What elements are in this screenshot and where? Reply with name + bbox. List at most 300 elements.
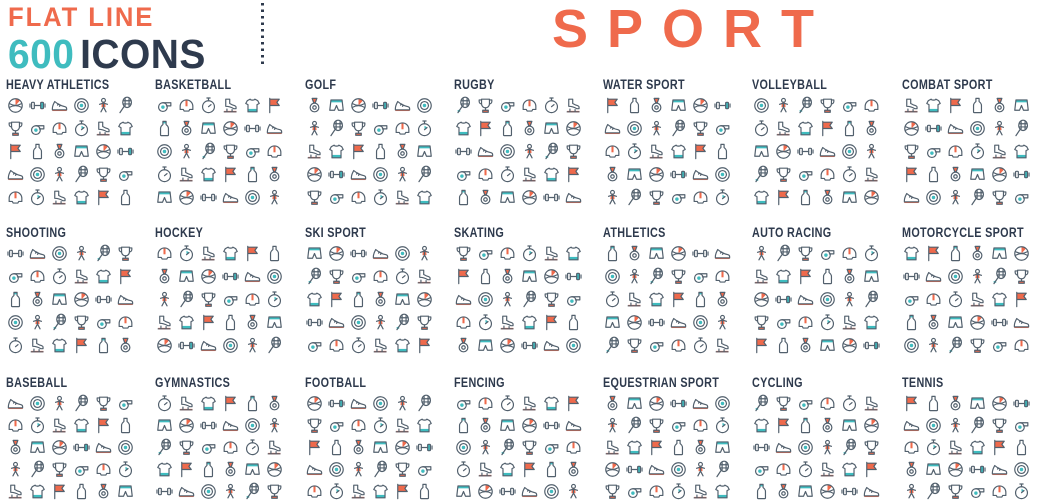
helmet-icon (50, 119, 69, 138)
racket-icon (155, 438, 174, 457)
category-label (305, 376, 454, 389)
dumbbell-icon (542, 416, 561, 435)
skate-icon (305, 142, 324, 161)
icon-grid (6, 96, 136, 207)
trophy-icon (990, 416, 1009, 435)
bottle-icon (221, 313, 240, 332)
shoe-icon (476, 142, 495, 161)
shoe-icon (713, 244, 732, 263)
stopwatch-icon (349, 336, 368, 355)
whistle-icon (327, 416, 346, 435)
shoe-icon (177, 482, 196, 501)
jersey-icon (28, 482, 47, 501)
category-label-text: EQUESTRIAN SPORT (603, 375, 720, 390)
whistle-icon (28, 119, 47, 138)
shoe-icon (542, 336, 561, 355)
category-label-text: HOCKEY (155, 225, 204, 240)
icon-grid (6, 244, 136, 355)
category-label-text: ATHLETICS (603, 225, 666, 240)
stopwatch-icon (946, 290, 965, 309)
ball-icon (862, 416, 881, 435)
jersey-icon (625, 438, 644, 457)
skate-icon (774, 119, 793, 138)
skate-icon (862, 394, 881, 413)
category-label (305, 226, 454, 239)
category-label (6, 226, 155, 239)
athlete-icon (752, 244, 771, 263)
helmet-icon (603, 142, 622, 161)
whistle-icon (327, 188, 346, 207)
shorts-icon (415, 142, 434, 161)
trophy-icon (542, 290, 561, 309)
bottle-icon (243, 394, 262, 413)
skate-icon (28, 336, 47, 355)
stopwatch-icon (498, 394, 517, 413)
racket-icon (774, 244, 793, 263)
target-icon (243, 188, 262, 207)
racket-icon (625, 188, 644, 207)
trophy-icon (774, 165, 793, 184)
ball-icon (840, 336, 859, 355)
helmet-icon (1012, 336, 1031, 355)
athlete-icon (946, 188, 965, 207)
icon-grid (603, 244, 733, 355)
category-block (454, 226, 603, 376)
medal-icon (796, 336, 815, 355)
athlete-icon (72, 244, 91, 263)
trophy-icon (752, 313, 771, 332)
bottle-icon (774, 336, 793, 355)
ball-icon (72, 290, 91, 309)
whistle-icon (669, 416, 688, 435)
helmet-icon (840, 244, 859, 263)
jersey-icon (498, 460, 517, 479)
racket-icon (924, 482, 943, 501)
icon-grid (305, 244, 435, 355)
flag-icon (796, 267, 815, 286)
racket-icon (72, 394, 91, 413)
stopwatch-icon (177, 244, 196, 263)
category-label-text: BASEBALL (6, 375, 68, 390)
icon-grid (752, 96, 882, 207)
whistle-icon (1012, 416, 1031, 435)
medal-icon (647, 96, 666, 115)
medal-icon (155, 267, 174, 286)
ball-icon (415, 290, 434, 309)
target-icon (625, 119, 644, 138)
icon-grid (752, 244, 882, 355)
bottle-icon (265, 244, 284, 263)
dumbbell-icon (116, 142, 135, 161)
dumbbell-icon (243, 119, 262, 138)
target-icon (72, 96, 91, 115)
dumbbell-icon (177, 336, 196, 355)
bottle-icon (713, 142, 732, 161)
jersey-icon (94, 267, 113, 286)
skate-icon (50, 188, 69, 207)
skate-icon (603, 438, 622, 457)
stopwatch-icon (498, 165, 517, 184)
stopwatch-icon (28, 416, 47, 435)
athlete-icon (415, 244, 434, 263)
flag-icon (603, 96, 622, 115)
helmet-icon (155, 244, 174, 263)
ball-icon (221, 119, 240, 138)
shoe-icon (349, 394, 368, 413)
athlete-icon (177, 142, 196, 161)
bottle-icon (116, 416, 135, 435)
medal-icon (990, 96, 1009, 115)
jersey-icon (72, 188, 91, 207)
shorts-icon (713, 438, 732, 457)
dumbbell-icon (752, 438, 771, 457)
bottle-icon (669, 438, 688, 457)
whistle-icon (564, 290, 583, 309)
helmet-icon (818, 165, 837, 184)
category-label-text: COMBAT SPORT (901, 77, 993, 92)
whistle-icon (305, 336, 324, 355)
helmet-icon (796, 313, 815, 332)
jersey-icon (752, 188, 771, 207)
skate-icon (542, 244, 561, 263)
stopwatch-icon (520, 244, 539, 263)
stopwatch-icon (713, 188, 732, 207)
dumbbell-icon (349, 244, 368, 263)
ball-icon (669, 244, 688, 263)
target-icon (542, 482, 561, 501)
target-icon (199, 482, 218, 501)
jersey-icon (796, 119, 815, 138)
shoe-icon (1012, 313, 1031, 332)
medal-icon (476, 416, 495, 435)
jersey-icon (393, 336, 412, 355)
skate-icon (862, 165, 881, 184)
shoe-icon (603, 119, 622, 138)
whistle-icon (6, 267, 25, 286)
target-icon (818, 290, 837, 309)
target-icon (796, 438, 815, 457)
shorts-icon (1012, 96, 1031, 115)
shorts-icon (840, 416, 859, 435)
jersey-icon (116, 119, 135, 138)
shorts-icon (669, 96, 688, 115)
target-icon (946, 267, 965, 286)
medal-icon (454, 336, 473, 355)
whistle-icon (818, 244, 837, 263)
ball-icon (691, 96, 710, 115)
target-icon (6, 313, 25, 332)
athlete-icon (221, 482, 240, 501)
jersey-icon (542, 394, 561, 413)
jersey-icon (564, 244, 583, 263)
category-label (752, 226, 901, 239)
flag-icon (752, 336, 771, 355)
athlete-icon (155, 290, 174, 309)
category-label (454, 376, 603, 389)
dumbbell-icon (6, 244, 25, 263)
helmet-icon (305, 482, 324, 501)
athlete-icon (924, 336, 943, 355)
skate-icon (393, 188, 412, 207)
bottle-icon (796, 416, 815, 435)
athlete-icon (946, 416, 965, 435)
icon-grid (752, 394, 882, 501)
skate-icon (752, 267, 771, 286)
category-block (305, 376, 454, 501)
jersey-icon (669, 142, 688, 161)
shoe-icon (243, 267, 262, 286)
medal-icon (476, 188, 495, 207)
athlete-icon (862, 142, 881, 161)
bottle-icon (796, 188, 815, 207)
athlete-icon (625, 267, 644, 286)
whistle-icon (415, 460, 434, 479)
whistle-icon (796, 165, 815, 184)
ball-icon (6, 96, 25, 115)
stopwatch-icon (625, 142, 644, 161)
jersey-icon (647, 290, 666, 309)
athlete-icon (393, 394, 412, 413)
whistle-icon (94, 313, 113, 332)
flag-icon (6, 142, 25, 161)
helmet-icon (393, 119, 412, 138)
bottle-icon (415, 482, 434, 501)
page-title: SPORT (552, 0, 834, 59)
flag-icon (221, 165, 240, 184)
racket-icon (393, 313, 412, 332)
trophy-icon (946, 482, 965, 501)
medal-icon (902, 460, 921, 479)
ball-icon (476, 482, 495, 501)
category-block (603, 376, 752, 501)
shoe-icon (902, 188, 921, 207)
trophy-icon (796, 244, 815, 263)
dumbbell-icon (520, 336, 539, 355)
trophy-icon (603, 482, 622, 501)
jersey-icon (840, 460, 859, 479)
ball-icon (520, 416, 539, 435)
bottle-icon (1012, 438, 1031, 457)
category-label (603, 376, 752, 389)
flag-icon (902, 394, 921, 413)
bottle-icon (327, 438, 346, 457)
athlete-icon (603, 188, 622, 207)
racket-icon (752, 165, 771, 184)
racket-icon (371, 460, 390, 479)
shoe-icon (924, 267, 943, 286)
jersey-icon (713, 482, 732, 501)
shorts-icon (924, 460, 943, 479)
category-label (752, 78, 901, 91)
helmet-icon (818, 394, 837, 413)
jersey-icon (752, 416, 771, 435)
trophy-icon (393, 460, 412, 479)
dumbbell-icon (924, 119, 943, 138)
target-icon (327, 460, 346, 479)
stopwatch-icon (713, 416, 732, 435)
skate-icon (393, 416, 412, 435)
bottle-icon (968, 96, 987, 115)
skate-icon (177, 165, 196, 184)
shoe-icon (454, 290, 473, 309)
category-label (454, 226, 603, 239)
flag-icon (393, 482, 412, 501)
helmet-icon (454, 313, 473, 332)
target-icon (243, 416, 262, 435)
target-icon (393, 244, 412, 263)
racket-icon (990, 267, 1009, 286)
target-icon (924, 188, 943, 207)
dumbbell-icon (327, 394, 346, 413)
target-icon (669, 460, 688, 479)
category-block (902, 78, 1054, 226)
trophy-icon (902, 142, 921, 161)
athlete-icon (840, 290, 859, 309)
skate-icon (840, 313, 859, 332)
helmet-icon (28, 267, 47, 286)
skate-icon (155, 313, 174, 332)
flag-icon (327, 290, 346, 309)
shorts-icon (72, 142, 91, 161)
jersey-icon (72, 416, 91, 435)
shorts-icon (968, 165, 987, 184)
whistle-icon (796, 394, 815, 413)
dumbbell-icon (902, 267, 921, 286)
jersey-icon (1012, 142, 1031, 161)
category-label-text: SHOOTING (6, 225, 67, 240)
jersey-icon (520, 313, 539, 332)
ball-icon (199, 267, 218, 286)
shorts-icon (28, 438, 47, 457)
helmet-icon (243, 290, 262, 309)
athlete-icon (28, 313, 47, 332)
ball-icon (393, 438, 412, 457)
category-block (155, 376, 304, 501)
stopwatch-icon (1012, 482, 1031, 501)
shorts-icon (454, 482, 473, 501)
stopwatch-icon (476, 313, 495, 332)
category-label-text: GYMNASTICS (155, 375, 231, 390)
medal-icon (221, 460, 240, 479)
racket-icon (305, 267, 324, 286)
shoe-icon (349, 165, 368, 184)
dumbbell-icon (28, 96, 47, 115)
racket-icon (243, 482, 262, 501)
jersey-icon (924, 96, 943, 115)
stopwatch-icon (840, 165, 859, 184)
bottle-icon (542, 460, 561, 479)
trophy-icon (625, 336, 644, 355)
icon-sheet (6, 78, 1054, 501)
medal-icon (265, 394, 284, 413)
racket-icon (94, 244, 113, 263)
shoe-icon (327, 313, 346, 332)
category-label (902, 376, 1054, 389)
category-block (155, 226, 304, 376)
category-label (6, 78, 155, 91)
ball-icon (818, 482, 837, 501)
ball-icon (990, 394, 1009, 413)
racket-icon (625, 416, 644, 435)
ball-icon (647, 165, 666, 184)
trophy-icon (774, 394, 793, 413)
flag-icon (116, 267, 135, 286)
category-label-text: SKI SPORT (304, 225, 366, 240)
skate-icon (968, 290, 987, 309)
trophy-icon (476, 96, 495, 115)
bottle-icon (752, 482, 771, 501)
jersey-icon (305, 290, 324, 309)
helmet-icon (327, 336, 346, 355)
ball-icon (177, 188, 196, 207)
skate-icon (371, 336, 390, 355)
trophy-icon (818, 96, 837, 115)
bottle-icon (6, 290, 25, 309)
medal-icon (498, 267, 517, 286)
racket-icon (862, 290, 881, 309)
jersey-icon (454, 119, 473, 138)
ball-icon (990, 165, 1009, 184)
medal-icon (840, 267, 859, 286)
shoe-icon (6, 165, 25, 184)
category-block (305, 78, 454, 226)
dumbbell-icon (1012, 394, 1031, 413)
helmet-icon (221, 438, 240, 457)
dumbbell-icon (415, 438, 434, 457)
whistle-icon (1012, 188, 1031, 207)
stopwatch-icon (840, 394, 859, 413)
category-label-text: HEAVY ATHLETICS (6, 77, 110, 92)
bottle-icon (371, 142, 390, 161)
medal-icon (6, 438, 25, 457)
dumbbell-icon (647, 313, 666, 332)
ball-icon (265, 460, 284, 479)
category-label (305, 78, 454, 91)
ball-icon (327, 244, 346, 263)
target-icon (498, 142, 517, 161)
shoe-icon (393, 96, 412, 115)
jersey-icon (862, 313, 881, 332)
skate-icon (415, 267, 434, 286)
flag-icon (199, 313, 218, 332)
stopwatch-icon (50, 267, 69, 286)
medal-icon (603, 165, 622, 184)
dumbbell-icon (713, 96, 732, 115)
category-block (305, 226, 454, 376)
racket-icon (968, 188, 987, 207)
flag-icon (265, 96, 284, 115)
skate-icon (520, 394, 539, 413)
athlete-icon (476, 438, 495, 457)
shoe-icon (691, 394, 710, 413)
athlete-icon (990, 119, 1009, 138)
medal-icon (603, 394, 622, 413)
athlete-icon (603, 416, 622, 435)
bottle-icon (924, 165, 943, 184)
skate-icon (94, 119, 113, 138)
category-label (603, 226, 752, 239)
jersey-icon (199, 394, 218, 413)
ball-icon (50, 438, 69, 457)
dumbbell-icon (498, 482, 517, 501)
racket-icon (752, 394, 771, 413)
flag-icon (221, 394, 240, 413)
skate-icon (713, 336, 732, 355)
stopwatch-icon (199, 96, 218, 115)
medal-icon (28, 290, 47, 309)
racket-icon (28, 460, 47, 479)
flag-icon (50, 482, 69, 501)
